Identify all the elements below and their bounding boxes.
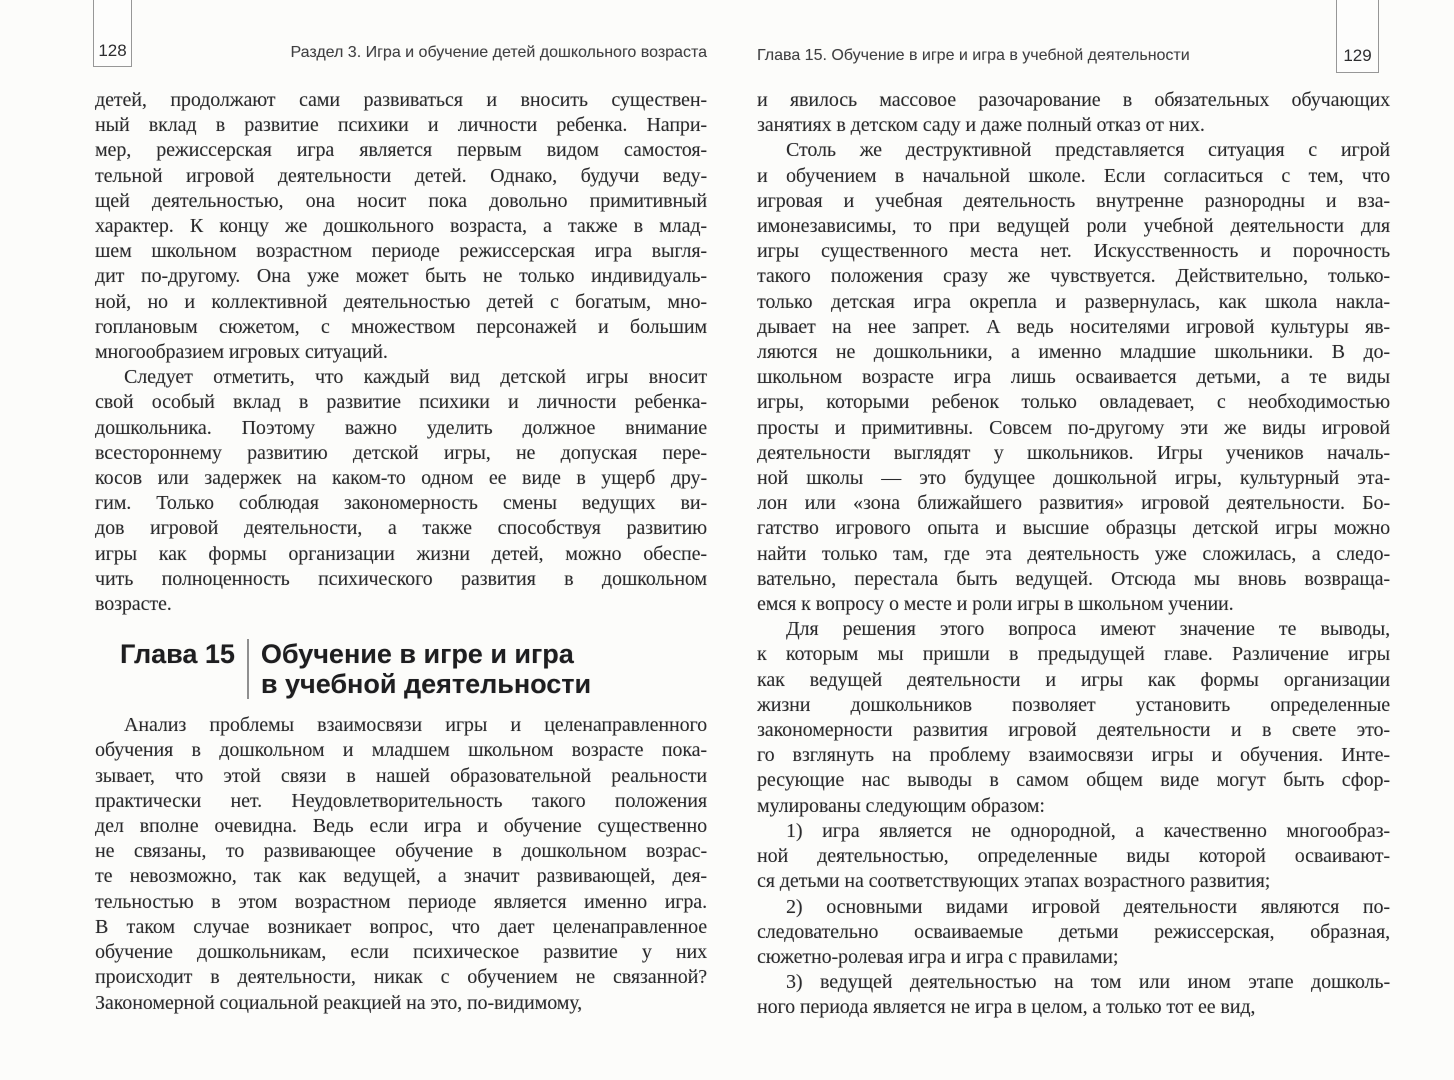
- chapter-heading: [120, 639, 707, 699]
- text-line: характер. К концу же дошкольного возраста, а также в млад-: [95, 215, 707, 238]
- text-line: возрасте.: [95, 593, 172, 616]
- text-line: Анализ проблемы взаимосвязи игры и целенаправленного: [124, 714, 707, 737]
- text-line: шем школьном возрастном периоде режиссерская игра выгля-: [95, 240, 707, 263]
- text-line: школьном возрасте игра лишь осваивается детьми, а те виды: [757, 366, 1390, 389]
- text-line: мулированы следующим образом:: [757, 794, 1045, 817]
- text-line: закономерности развития игровой деятельности и в свете это-: [757, 719, 1390, 742]
- text-line: происходит в деятельности, никак с обучением не связанной?: [95, 966, 707, 989]
- text-line: к которым мы пришли в предыдущей главе. Различение игры: [757, 643, 1390, 666]
- text-line: 3) ведущей деятельностью на том или ином этапе дошколь-: [786, 971, 1390, 994]
- paragraph: [757, 138, 1390, 617]
- text-line: обучение дошкольникам, если психическое развитие у них: [95, 941, 707, 964]
- paragraph: [95, 365, 707, 617]
- text-line: гатство игрового опыта и высшие образцы детской игры можно: [757, 517, 1390, 540]
- text-line: щей деятельностью, она носит пока довольно примитивный: [95, 189, 707, 212]
- text-line: ной, но и коллективной деятельностью детей с богатым, мно-: [95, 290, 707, 313]
- text-line: мер, режиссерская игра является первым видом самостоя-: [95, 139, 707, 162]
- text-line: ляются не дошкольники, а именно младшие школьники. В до-: [757, 341, 1390, 364]
- text-line: ресующие нас выводы в самом общем виде могут быть сфор-: [757, 769, 1390, 792]
- chapter-title-line: в учебной деятельности: [260, 669, 592, 700]
- paragraph: [95, 713, 707, 1015]
- text-line: и явилось массовое разочарование в обязательных обучающих: [757, 89, 1390, 111]
- text-line: косов или задержек на каком-то одном ее виде в ущерб дру-: [95, 467, 707, 490]
- text-line: дит по-другому. Она уже может быть не только индивидуаль-: [95, 265, 707, 288]
- text-column: [95, 88, 707, 1016]
- text-line: Закономерной социальной реакцией на это, по-видимому,: [95, 991, 583, 1014]
- text-line: ся детьми на соответствующих этапах возрастного развития;: [757, 870, 1271, 893]
- text-line: жизни дошкольников позволяет установить определенные: [757, 693, 1390, 716]
- text-column: [757, 88, 1390, 1021]
- text-line: Столь же деструктивной представляется ситуация с игрой: [786, 139, 1390, 162]
- text-line: дов игровой деятельности, а также способствуя развитию: [95, 517, 707, 540]
- text-line: ный вклад в развитие психики и личности ребенка. Напри-: [95, 114, 707, 137]
- text-line: гим. Только соблюдая закономерность смены ведущих ви-: [95, 492, 707, 515]
- text-line: Для решения этого вопроса имеют значение те выводы,: [786, 618, 1390, 641]
- text-line: ной школы — это будущее дошкольной игры, культурный эта-: [757, 467, 1390, 490]
- chapter-label: Глава 15: [120, 639, 235, 670]
- chapter-title: [249, 639, 591, 699]
- text-line: практически нет. Неудовлетворительность такого положения: [95, 789, 707, 812]
- text-line: такого положения сразу же чувствуется. Действительно, только-: [757, 265, 1390, 288]
- text-line: найти только там, где эта деятельность уже сложилась, а следо-: [757, 542, 1390, 565]
- paragraph: [757, 617, 1390, 819]
- text-line: деятельности выглядят у школьников. Игры учеников началь-: [757, 441, 1390, 464]
- text-line: обучения в дошкольном и младшем школьном возрасте пока-: [95, 739, 707, 762]
- running-head: Раздел 3. Игра и обучение детей дошкольного возраста: [290, 44, 707, 61]
- text-line: го взглянуть на проблему взаимосвязи игры и обучения. Инте-: [757, 744, 1390, 767]
- text-line: всестороннему развитию детской игры, не допуская пере-: [95, 441, 707, 464]
- text-line: игры как формы организации жизни детей, можно обеспе-: [95, 542, 707, 565]
- text-line: просты и примитивны. Совсем по-другому эти же виды игровой: [757, 416, 1390, 439]
- text-line: как ведущей деятельности и игры как формы организации: [757, 668, 1390, 691]
- text-line: детей, продолжают сами развиваться и вносить существен-: [95, 89, 707, 111]
- text-line: игры, которыми ребенок только овладевает, с необходимостью: [757, 391, 1390, 414]
- paragraph: [95, 88, 707, 365]
- text-line: В таком случае возникает вопрос, что дает целенаправленное: [95, 915, 707, 938]
- list-item: [757, 819, 1390, 895]
- text-line: дел вполне очевидна. Ведь если игра и обучение существенно: [95, 815, 707, 838]
- text-line: тельной игровой деятельности детей. Однако, будучи веду-: [95, 164, 707, 187]
- text-line: дывает на нее запрет. А ведь носителями игровой культуры яв-: [757, 315, 1390, 338]
- paragraph: [757, 88, 1390, 138]
- text-line: вательно, перестала быть ведущей. Отсюда мы вновь возвраща-: [757, 567, 1390, 590]
- text-line: и обучением в начальной школе. Если согласиться с тем, что: [757, 164, 1390, 187]
- text-line: чить полноценность психического развития в дошкольном: [95, 567, 707, 590]
- text-line: Следует отметить, что каждый вид детской игры вносит: [124, 366, 707, 389]
- text-line: те невозможно, так как ведущей, а значит развивающей, дея-: [95, 865, 707, 888]
- text-line: зывает, что этой связи в нашей образовательной реальности: [95, 764, 707, 787]
- running-head: Глава 15. Обучение в игре и игра в учебной деятельности: [757, 47, 1190, 64]
- text-line: свой особый вклад в развитие психики и личности ребенка-: [95, 391, 707, 414]
- text-line: тельностью в этом возрастном периоде является именно игра.: [95, 890, 707, 913]
- text-line: емся к вопросу о месте и роли игры в школьном учении.: [757, 593, 1234, 616]
- text-line: имонезависимы, то при ведущей роли учебной деятельности для: [757, 215, 1390, 238]
- text-line: не связаны, то развивающее обучение в дошкольном возрас-: [95, 840, 707, 863]
- page-number: 128: [98, 41, 127, 60]
- text-line: многообразием игровых ситуаций.: [95, 341, 388, 364]
- page-number: 129: [1343, 46, 1372, 65]
- list-item: [757, 970, 1390, 1020]
- text-line: игры существенного места нет. Искусственность и порочность: [757, 240, 1390, 263]
- text-line: игровая и учебная деятельность внутренне разнородны и вза-: [757, 189, 1390, 212]
- text-line: сюжетно-ролевая игра и игра с правилами;: [757, 945, 1119, 968]
- chapter-title-line: Обучение в игре и игра: [260, 639, 574, 670]
- text-line: гоплановым сюжетом, с множеством персонажей и большим: [95, 315, 707, 338]
- text-line: ного периода является не игра в целом, а только тот ее вид,: [757, 996, 1256, 1019]
- list-item: [757, 895, 1390, 971]
- text-line: только детская игра окрепла и развернулась, как школа накла-: [757, 290, 1390, 313]
- text-line: ной деятельностью, определенные виды которой осваивают-: [757, 845, 1390, 868]
- text-line: 1) игра является не однородной, а качественно многообраз-: [786, 819, 1390, 842]
- text-line: следовательно осваиваемые детьми режиссерская, образная,: [757, 920, 1390, 943]
- text-line: занятиях в детском саду и даже полный отказ от них.: [757, 114, 1205, 137]
- text-line: 2) основными видами игровой деятельности являются по-: [786, 895, 1390, 918]
- text-line: лон или «зона ближайшего развития» игровой деятельности. Бо-: [757, 492, 1390, 515]
- text-line: дошкольника. Поэтому важно уделить должное внимание: [95, 416, 707, 439]
